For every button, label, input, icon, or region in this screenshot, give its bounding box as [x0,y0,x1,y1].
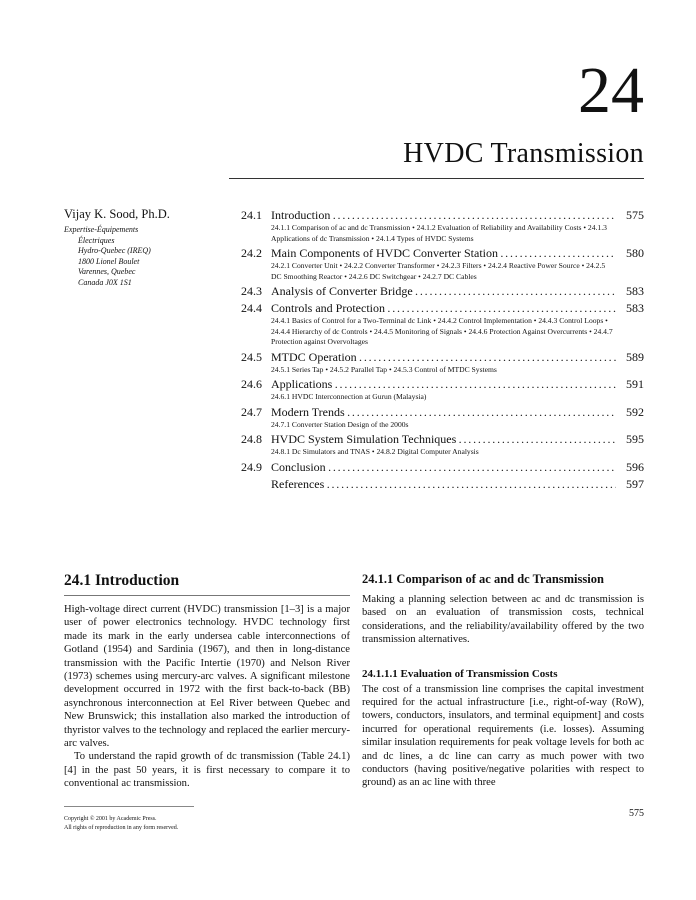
toc-page: 591 [626,377,644,391]
body-paragraph: High-voltage direct current (HVDC) transmission [1–3] is a major user of power electronics technology. HVDC technology first made its mark in the early undersea cable interconnections of Gotland (1954) and Sardinia (1967), and then in long-distance transmission with the Pacific Intertie (1970) and Nelson River (1973) schemes using mercury-arc valves. A significant milestone development occurred in 1972 with the first back-to-back (BB) asynchronous interconnection at Eel River between Quebec and New Brunswick; this installation also marked the introduction of thyristor valves to the technology and replaced the earlier mercury-arc valves. [64,604,350,750]
toc-subsections: 24.7.1 Converter Station Design of the 2000s [271,419,409,429]
body-paragraph: Making a planning selection between ac and dc transmission is based on an evaluation of transmission costs, technical considerations, and the reliability/availability offered by the two transmission alternatives. [362,594,644,646]
toc-page: 592 [626,404,644,419]
toc-entry[interactable] [241,377,644,405]
toc-number: 24.4 [241,301,262,315]
toc-title: Analysis of Converter Bridge . . . [271,284,616,298]
toc-entry[interactable] [241,208,644,246]
toc-number: 24.1 [241,208,262,222]
toc-title: MTDC Operation . . . [271,350,616,364]
copyright-line: Copyright © 2001 by Academic Press. [64,816,157,822]
toc-number: 24.5 [241,349,262,364]
affiliation-line: Électriques [78,235,115,245]
toc-title: HVDC System Simulation Techniques . . . [271,432,616,446]
subsubsection-heading: 24.1.1.1 Evaluation of Transmission Costs [362,667,558,680]
section-heading: 24.1 Introduction [64,572,180,589]
subsection-heading: 24.1.1 Comparison of ac and dc Transmission [362,572,604,586]
toc-title: Introduction . . . [271,208,616,222]
title-rule [229,178,644,179]
toc-page: 583 [626,301,644,315]
body-paragraph: The cost of a transmission line comprises the capital investment required for the actual infrastructure [i.e., right-of-way (RoW), towers, conductors, insulators, and terminal equipment] and costs incurred for operational requirements (i.e. losses). Assuming similar insulation requirements for peak voltage levels for both ac and dc lines, a dc line can carry as much power with two conductors (having positive/negative polarities with respect to ground) as an ac line with three [362,683,644,789]
toc-number: 24.9 [241,459,262,474]
affiliation-line: Canada J0X 1S1 [78,277,132,287]
toc-title: Controls and Protection . . . [271,301,616,315]
toc-subsections: 24.6.1 HVDC Interconnection at Gurun (Malaysia) [271,392,427,401]
toc-number: 24.6 [241,377,262,391]
author-block [64,207,224,289]
right-column [362,572,644,790]
toc-entry[interactable] [241,350,644,378]
footnote-rule [64,806,194,807]
toc-entry[interactable] [241,301,644,350]
toc-page: 597 [626,476,644,491]
chapter-number: 24 [578,54,644,127]
affiliation-line: Varennes, Quebec [78,267,136,277]
toc-title: Applications . . . [271,377,616,391]
affiliation-line: Hydro-Quebec (IREQ) [78,246,151,256]
toc-number: 24.2 [241,246,262,260]
affiliation-line: 1800 Lionel Boulet [78,256,140,266]
toc-number: 24.3 [241,284,262,298]
toc-number: 24.8 [241,432,262,446]
toc-page: 596 [626,459,644,474]
toc-title: Conclusion . . . [271,460,616,474]
affiliation-line: Expertise-Équipements [64,225,139,234]
toc-title: Main Components of HVDC Converter Station . . . [271,246,616,260]
toc-page: 595 [626,432,644,446]
toc-title: Modern Trends . . . [271,405,616,419]
toc-page: 580 [626,246,644,260]
toc-subsections: 24.1.1 Comparison of ac and dc Transmission • 24.1.2 Evaluation of Reliability and Availability Costs • 24.1.3 Applications of dc Transmission • 24.1.4 Types of HVDC Systems [271,223,607,243]
rights-line: All rights of reproduction in any form reserved. [64,825,179,831]
table-of-contents [241,208,644,491]
toc-page: 583 [626,284,644,298]
toc-title: References . . . [271,477,616,491]
author-name: Vijay K. Sood, Ph.D. [64,207,170,221]
toc-page: 575 [626,208,644,222]
toc-entry[interactable] [241,460,644,477]
toc-page: 589 [626,349,644,364]
toc-subsections: 24.4.1 Basics of Control for a Two-Terminal dc Link • 24.4.2 Control Implementation • 24.4.3 Control Loops • 24.4.4 Hierarchy of dc Controls • 24.4.5 Monitoring of Signals • 24.4.6 Protection Against Overcurrents • 24.4.7 Protection against Overvoltages [271,316,613,346]
section-rule [64,595,350,596]
copyright-footnote [64,815,304,833]
toc-subsections: 24.8.1 Dc Simulators and TNAS • 24.8.2 Digital Computer Analysis [271,447,479,456]
body-paragraph: To understand the rapid growth of dc transmission (Table 24.1) [4] in the past 50 years, it is first necessary to compare it to conventional ac transmission. [64,751,350,790]
left-column [64,603,350,791]
toc-entry[interactable] [241,284,644,301]
toc-subsections: 24.5.1 Series Tap • 24.5.2 Parallel Tap • 24.5.3 Control of MTDC Systems [271,364,497,374]
chapter-title: HVDC Transmission [403,138,644,169]
toc-entry[interactable] [241,246,644,284]
toc-number: 24.7 [241,404,262,419]
author-affiliation [64,225,224,289]
toc-entry[interactable] [241,405,644,433]
toc-subsections: 24.2.1 Converter Unit • 24.2.2 Converter Transformer • 24.2.3 Filters • 24.2.4 Reactive Power Source • 24.2.5 DC Smoothing Reactor • 24.2.6 DC Switchgear • 24.2.7 DC Cables [271,261,606,281]
toc-entry[interactable] [241,432,644,460]
page-number: 575 [629,808,644,819]
toc-entry[interactable] [241,477,644,491]
